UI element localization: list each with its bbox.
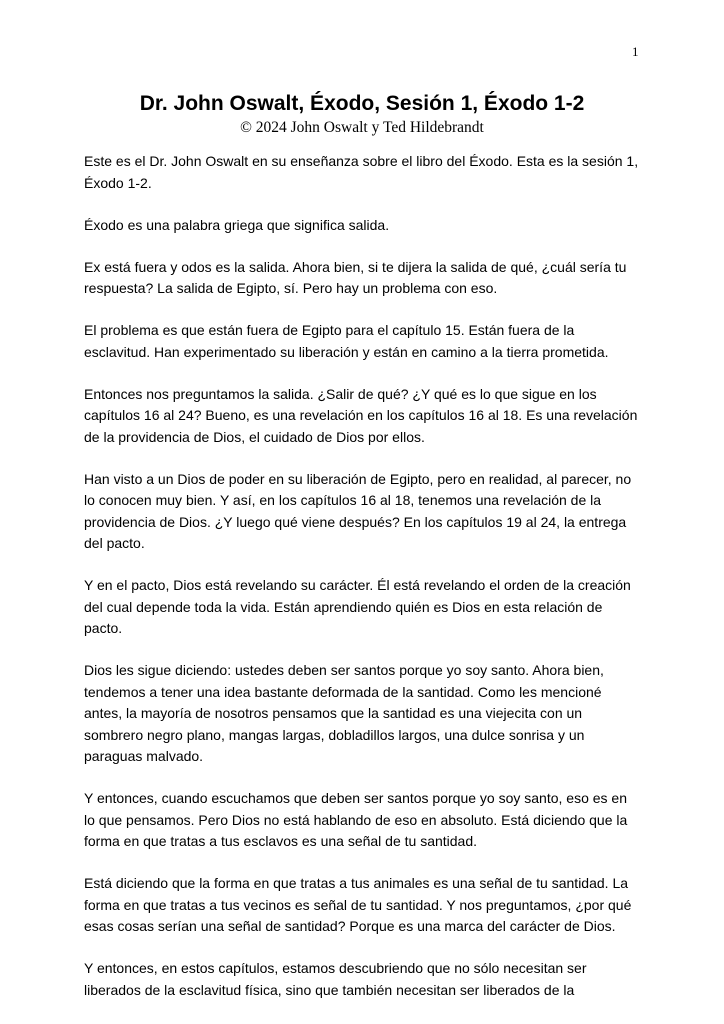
paragraph: Entonces nos preguntamos la salida. ¿Salir de qué? ¿Y qué es lo que sigue en los capítulos 16 al 24? Bueno, es una revelación en los capítulos 16 al 18. Es una revelación de la providencia de Dios, el cuidado de Dios por ellos. xyxy=(84,385,638,445)
document-title: Dr. John Oswalt, Éxodo, Sesión 1, Éxodo 1-2 xyxy=(139,92,585,115)
copyright-line: © 2024 John Oswalt y Ted Hildebrandt xyxy=(240,119,484,136)
paragraph: Y en el pacto, Dios está revelando su carácter. Él está revelando el orden de la creación del cual depende toda la vida. Están aprendiendo quién es Dios en esta relación de pacto. xyxy=(84,577,631,636)
paragraph: Ex está fuera y odos es la salida. Ahora bien, si te dijera la salida de qué, ¿cuál sería tu respuesta? La salida de Egipto, sí. Pero hay un problema con eso. xyxy=(84,258,627,296)
paragraph: Y entonces, en estos capítulos, estamos descubriendo que no sólo necesitan ser liberados de la esclavitud física, sino que también necesitan ser liberados de la xyxy=(84,960,587,998)
paragraph: Han visto a un Dios de poder en su liberación de Egipto, pero en realidad, al parecer, no lo conocen muy bien. Y así, en los capítulos 16 al 18, tenemos una revelación de la providencia de Dios. ¿Y luego qué viene después? En los capítulos 19 al 24, la entrega del pacto. xyxy=(84,470,632,551)
paragraph: Y entonces, cuando escuchamos que deben ser santos porque yo soy santo, eso es en lo que pensamos. Pero Dios no está hablando de eso en absoluto. Está diciendo que la forma en que tratas a tus esclavos es una señal de tu santidad. xyxy=(84,790,628,849)
page-number: 1 xyxy=(632,44,639,59)
document-body xyxy=(84,151,640,1022)
paragraph: Dios les sigue diciendo: ustedes deben ser santos porque yo soy santo. Ahora bien, tendemos a tener una idea bastante deformada de la santidad. Como les mencioné antes, la mayoría de nosotros pensamos que la santidad es una viejecita con un sombrero negro plano, mangas largas, dobladillos largos, una dulce sonrisa y un paraguas malvado. xyxy=(84,662,604,764)
paragraph: El problema es que están fuera de Egipto para el capítulo 15. Están fuera de la esclavitud. Han experimentado su liberación y están en camino a la tierra prometida. xyxy=(84,322,609,360)
paragraph: Está diciendo que la forma en que tratas a tus animales es una señal de tu santidad. La forma en que tratas a tus vecinos es señal de tu santidad. Y nos preguntamos, ¿por qué esas cosas serían una señal de santidad? Porque es una marca del carácter de Dios. xyxy=(84,875,632,934)
paragraph: Este es el Dr. John Oswalt en su enseñanza sobre el libro del Éxodo. Esta es la sesión 1, Éxodo 1-2. xyxy=(84,153,639,191)
paragraph: Éxodo es una palabra griega que significa salida. xyxy=(84,216,390,233)
